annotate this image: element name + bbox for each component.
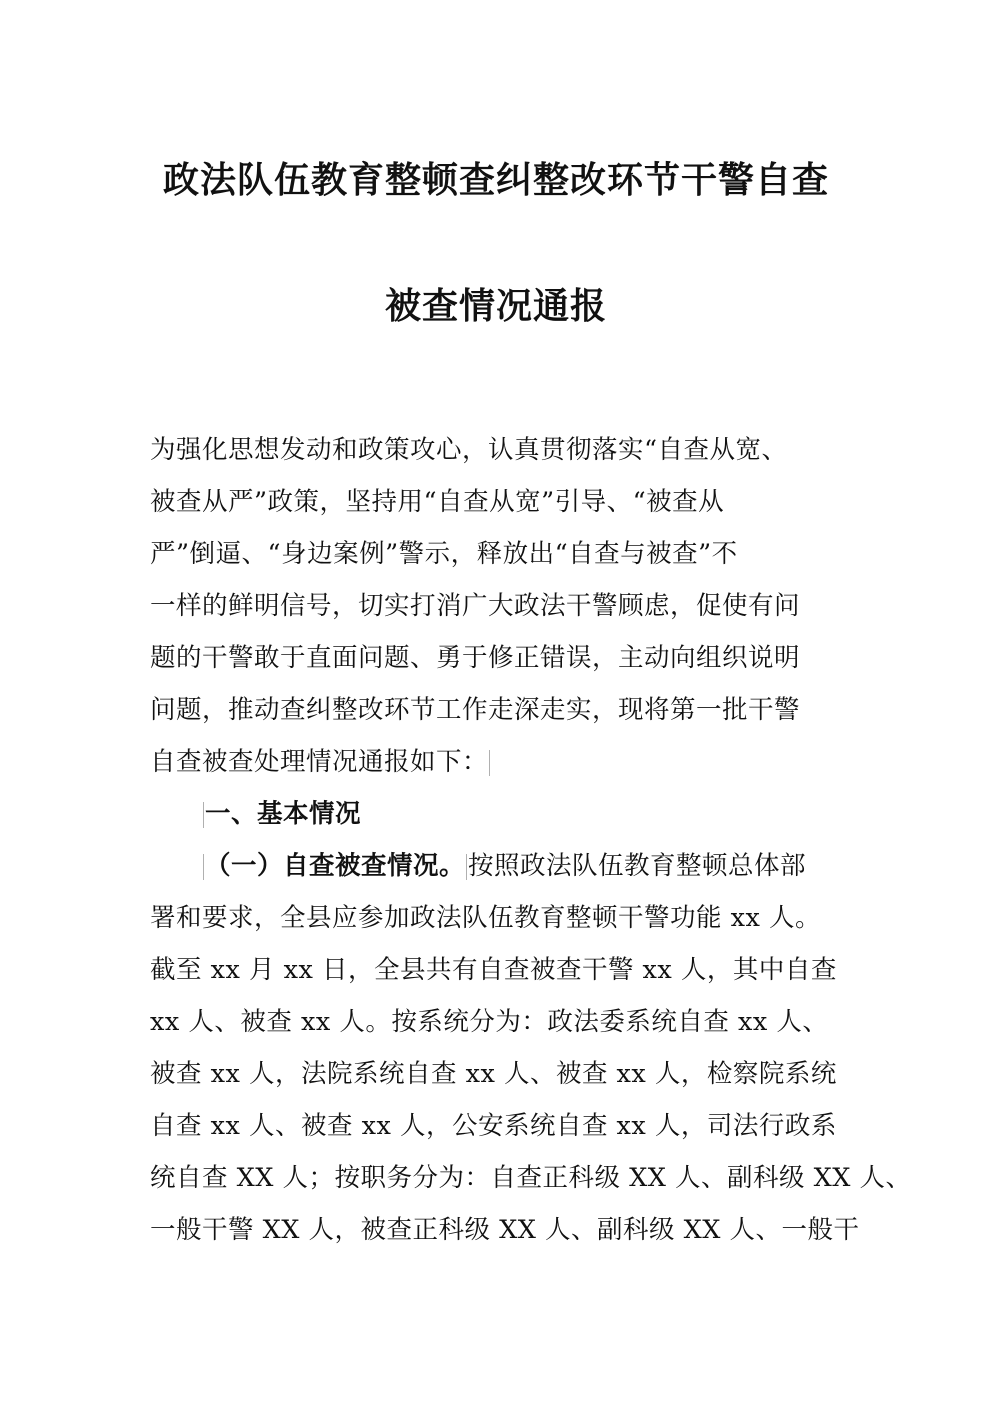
text-cursor-mark xyxy=(203,854,204,880)
detail-line-7: 一般干警 XX 人，被查正科级 XX 人、副科级 XX 人、一般干 xyxy=(150,1215,860,1245)
intro-line-7 xyxy=(150,736,850,788)
section-heading-line xyxy=(150,788,850,840)
text-cursor-mark xyxy=(203,802,204,828)
intro-line-4: 一样的鲜明信号，切实打消广大政法干警顾虑，促使有问 xyxy=(150,591,801,621)
text-cursor-mark xyxy=(489,750,490,776)
detail-line-4: 被查 xx 人，法院系统自查 xx 人、被查 xx 人，检察院系统 xyxy=(150,1059,837,1089)
intro-line-2: 被查从严”政策，坚持用“自查从宽”引导、“被查从 xyxy=(150,487,725,517)
subsection-label: （一）自查被查情况。 xyxy=(205,851,466,881)
text-cursor-mark xyxy=(466,854,467,880)
subsection-first-line-text: 按照政法队伍教育整顿总体部 xyxy=(468,851,807,881)
subsection-line xyxy=(150,840,850,892)
detail-line-5: 自查 xx 人、被查 xx 人，公安系统自查 xx 人，司法行政系 xyxy=(150,1111,837,1141)
detail-line-2: 截至 xx 月 xx 日，全县共有自查被查干警 xx 人，其中自查 xyxy=(150,955,837,985)
section-heading: 一、基本情况 xyxy=(205,799,362,829)
intro-line-3: 严”倒逼、“身边案例”警示，释放出“自查与被查”不 xyxy=(150,539,738,569)
detail-line-6: 统自查 XX 人；按职务分为：自查正科级 XX 人、副科级 XX 人、 xyxy=(150,1163,912,1193)
detail-line-3: xx 人、被查 xx 人。按系统分为：政法委系统自查 xx 人、 xyxy=(150,1007,829,1037)
intro-line-6: 问题，推动查纠整改环节工作走深走实，现将第一批干警 xyxy=(150,695,801,725)
intro-line-1: 为强化思想发动和政策攻心，认真贯彻落实“自查从宽、 xyxy=(150,435,788,465)
detail-line-1: 署和要求，全县应参加政法队伍教育整顿干警功能 xx 人。 xyxy=(150,903,821,933)
intro-line-5: 题的干警敢于直面问题、勇于修正错误，主动向组织说明 xyxy=(150,643,801,673)
document-title-line-1: 政法队伍教育整顿查纠整改环节干警自查 xyxy=(162,159,829,201)
document-body xyxy=(150,424,912,1256)
document-title-line-2: 被查情况通报 xyxy=(384,285,607,327)
intro-line-7-text: 自查被查处理情况通报如下： xyxy=(150,747,489,777)
